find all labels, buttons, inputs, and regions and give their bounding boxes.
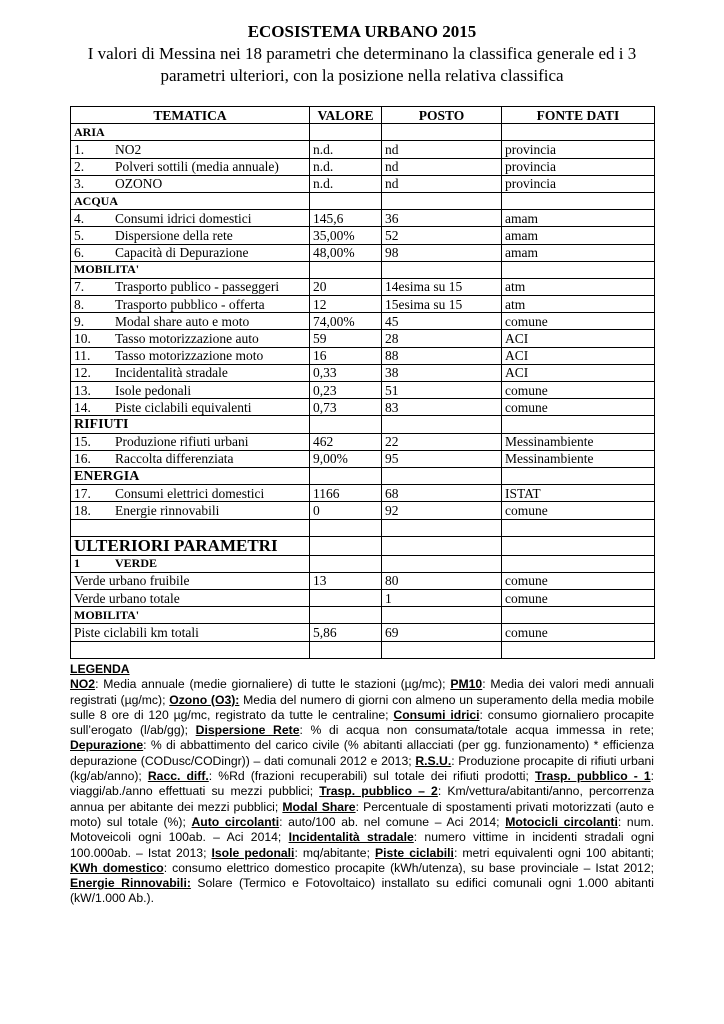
tematica-cell — [71, 572, 310, 589]
legend-term: Piste ciclabili — [375, 845, 454, 860]
tematica-cell — [71, 244, 310, 261]
row-label: NO2 — [115, 141, 142, 157]
valore-cell: 462 — [310, 433, 382, 450]
row-number: 1 — [74, 556, 80, 571]
row-label: Tasso motorizzazione moto — [115, 348, 264, 364]
legend-definition: : Percentuale di spostamenti privati motorizzati (auto e moto) sul totale (%); — [70, 799, 654, 829]
legend-definition: : consumo giornaliero procapite sull’erogato (l/ab/gg); — [70, 707, 654, 738]
valore-cell: 0 — [310, 502, 382, 519]
empty-cell — [502, 467, 655, 484]
posto-cell: 15esima su 15 — [382, 296, 502, 313]
empty-cell — [310, 519, 382, 536]
tematica-cell — [71, 141, 310, 158]
empty-cell — [382, 641, 502, 658]
posto-cell: 52 — [382, 227, 502, 244]
empty-cell — [502, 124, 655, 141]
valore-cell: 0,23 — [310, 382, 382, 399]
valore-cell: n.d. — [310, 175, 382, 192]
row-label: Dispersione della rete — [115, 227, 233, 243]
legend-definition: : Km/vettura/abitanti/anno, percorrenza annua per abitante dei mezzi pubblici; — [70, 784, 655, 814]
valore-cell: 35,00% — [310, 227, 382, 244]
row-label: Polveri sottili (media annuale) — [115, 159, 279, 175]
row-label: Verde urbano totale — [74, 590, 180, 606]
legend-definition: : % di acqua non consumata/totale acqua immessa in rete; — [299, 723, 654, 738]
tematica-cell — [71, 399, 310, 416]
parameters-table — [70, 106, 655, 659]
empty-cell — [310, 124, 382, 141]
legend-title: LEGENDA — [70, 662, 130, 676]
section-label: ARIA — [71, 124, 310, 141]
legend-definition: : Media dei valori medi annuali registrati (µg/mc); — [70, 677, 655, 707]
valore-cell: 48,00% — [310, 244, 382, 261]
section-row — [71, 416, 655, 433]
section-row — [71, 261, 655, 278]
row-label: Energie rinnovabili — [115, 502, 220, 518]
row-label: Trasporto pubblico - offerta — [115, 296, 265, 312]
section-label: ACQUA — [71, 192, 310, 209]
legend-term: Trasp. pubblico - 1 — [534, 769, 651, 784]
table-header-row — [71, 107, 655, 124]
table-row — [71, 382, 655, 399]
empty-cell — [382, 261, 502, 278]
valore-cell: n.d. — [310, 141, 382, 158]
table-row — [71, 485, 655, 502]
row-number: 1. — [74, 141, 85, 157]
row-number: 5. — [74, 227, 85, 243]
empty-cell — [502, 261, 655, 278]
row-label: Consumi elettrici domestici — [115, 485, 265, 501]
posto-cell: 14esima su 15 — [382, 278, 502, 295]
posto-cell: 45 — [382, 313, 502, 330]
section-row — [71, 607, 655, 624]
posto-cell: 38 — [382, 364, 502, 381]
row-number: 6. — [74, 245, 85, 261]
table-row — [71, 364, 655, 381]
valore-cell: 74,00% — [310, 313, 382, 330]
valore-cell: 16 — [310, 347, 382, 364]
empty-cell — [71, 641, 310, 658]
row-number: 10. — [74, 331, 91, 347]
posto-cell: nd — [382, 158, 502, 175]
empty-cell — [502, 607, 655, 624]
empty-cell — [310, 261, 382, 278]
empty-cell — [382, 416, 502, 433]
tematica-cell — [71, 347, 310, 364]
row-number: 9. — [74, 313, 85, 329]
tematica-cell — [71, 330, 310, 347]
posto-cell: nd — [382, 175, 502, 192]
empty-cell — [310, 416, 382, 433]
table-row — [71, 347, 655, 364]
legend-definition: Solare (Termico e Fotovoltaico) installato su edifici comunali ogni 1.000 abitanti (kW/1.000 Ab.). — [70, 876, 654, 906]
tematica-cell — [71, 382, 310, 399]
fonte-cell: ACI — [502, 330, 655, 347]
empty-cell — [310, 607, 382, 624]
posto-cell: 1 — [382, 590, 502, 607]
fonte-cell: comune — [502, 502, 655, 519]
legend-definition: : metri equivalenti ogni 100 abitanti; — [453, 845, 654, 860]
posto-cell: nd — [382, 141, 502, 158]
header-valore: VALORE — [310, 107, 382, 124]
empty-cell — [382, 519, 502, 536]
tematica-cell — [71, 555, 310, 572]
legend-definition: : % di abbattimento del carico civile (% abitanti allacciati (per gg. funzionamento) * efficienza depurazione (CODusc/CODingr)) – dati comunali 2012 e 2013; — [70, 738, 654, 768]
table-row — [71, 555, 655, 572]
section-row — [71, 467, 655, 484]
table-row — [71, 244, 655, 261]
legend-definition: : numero vittime in incidenti stradali ogni 100.000ab. – Istat 2013; — [70, 830, 654, 860]
section-label: MOBILITA' — [71, 261, 310, 278]
section-label: RIFIUTI — [71, 416, 310, 433]
posto-cell — [382, 555, 502, 572]
legend-term: Consumi idrici — [393, 707, 480, 722]
fonte-cell: comune — [502, 590, 655, 607]
tematica-cell — [71, 210, 310, 227]
row-number: 13. — [74, 382, 91, 398]
valore-cell: 59 — [310, 330, 382, 347]
table-row — [71, 141, 655, 158]
valore-cell: 145,6 — [310, 210, 382, 227]
table-row — [71, 330, 655, 347]
fonte-cell: provincia — [502, 141, 655, 158]
row-number: 2. — [74, 159, 85, 175]
tematica-cell — [71, 590, 310, 607]
fonte-cell: provincia — [502, 158, 655, 175]
valore-cell: 1166 — [310, 485, 382, 502]
legend-term: R.S.U. — [415, 753, 452, 768]
tematica-cell — [71, 296, 310, 313]
legend-term: Incidentalità stradale — [288, 830, 414, 845]
posto-cell: 68 — [382, 485, 502, 502]
legend-term: Motocicli circolanti — [505, 814, 618, 829]
header-posto: POSTO — [382, 107, 502, 124]
valore-cell — [310, 555, 382, 572]
legend-term: Isole pedonali — [211, 845, 295, 860]
row-number: 17. — [74, 485, 91, 501]
empty-cell — [310, 467, 382, 484]
row-number: 16. — [74, 451, 91, 467]
empty-cell — [310, 536, 382, 555]
table-row — [71, 210, 655, 227]
row-label: Incidentalità stradale — [115, 365, 228, 381]
fonte-cell: Messinambiente — [502, 433, 655, 450]
tematica-cell — [71, 433, 310, 450]
title-line-2: I valori di Messina nei 18 parametri che determinano la classifica generale ed i 3 — [87, 44, 637, 63]
empty-row — [71, 519, 655, 536]
title-line-3: parametri ulteriori, con la posizione nella relativa classifica — [160, 66, 564, 85]
tematica-cell — [71, 278, 310, 295]
fonte-cell: Messinambiente — [502, 450, 655, 467]
fonte-cell: ISTAT — [502, 485, 655, 502]
empty-cell — [502, 192, 655, 209]
empty-cell — [502, 416, 655, 433]
fonte-cell: ACI — [502, 347, 655, 364]
row-label: Isole pedonali — [115, 382, 192, 398]
fonte-cell: amam — [502, 210, 655, 227]
tematica-cell — [71, 624, 310, 641]
legend-definition: : num. Motoveicoli ogni 100ab. – Aci 2014; — [70, 814, 655, 845]
posto-cell: 83 — [382, 399, 502, 416]
fonte-cell: comune — [502, 313, 655, 330]
row-label: Modal share auto e moto — [115, 313, 250, 329]
posto-cell: 28 — [382, 330, 502, 347]
row-label: Piste ciclabili equivalenti — [115, 399, 252, 415]
legend-term: Trasp. pubblico – 2 — [319, 784, 438, 799]
legend-term: Ozono (O3): — [169, 692, 240, 707]
posto-cell: 36 — [382, 210, 502, 227]
empty-cell — [382, 467, 502, 484]
table-row — [71, 624, 655, 641]
row-number: 4. — [74, 210, 85, 226]
valore-cell: 5,86 — [310, 624, 382, 641]
row-label: Raccolta differenziata — [115, 451, 234, 467]
posto-cell: 88 — [382, 347, 502, 364]
row-label: OZONO — [115, 176, 163, 192]
empty-row — [71, 641, 655, 658]
row-number: 15. — [74, 434, 91, 450]
legend-term: KWh domestico — [70, 860, 164, 875]
empty-cell — [382, 607, 502, 624]
posto-cell: 22 — [382, 433, 502, 450]
posto-cell: 95 — [382, 450, 502, 467]
empty-cell — [502, 519, 655, 536]
section-row — [71, 124, 655, 141]
table-row — [71, 502, 655, 519]
tematica-cell — [71, 158, 310, 175]
section-label: ENERGIA — [71, 467, 310, 484]
legend-definition: : mq/abitante; — [294, 845, 376, 860]
tematica-cell — [71, 485, 310, 502]
table-row — [71, 450, 655, 467]
legend-definition: : auto/100 ab. nel comune – Aci 2014; — [279, 814, 506, 829]
legend-definition: : %Rd (frazioni recuperabili) sul totale dei rifiuti prodotti; — [208, 769, 535, 784]
empty-cell — [382, 536, 502, 555]
valore-cell: 20 — [310, 278, 382, 295]
row-label: Consumi idrici domestici — [115, 210, 252, 226]
legend-definition: : viaggi/ab./anno effettuati su mezzi pubblici; — [70, 769, 655, 799]
tematica-cell — [71, 502, 310, 519]
table-row — [71, 433, 655, 450]
tematica-cell — [71, 227, 310, 244]
header-tematica: TEMATICA — [71, 107, 310, 124]
table-row — [71, 175, 655, 192]
tematica-cell — [71, 313, 310, 330]
valore-cell — [310, 590, 382, 607]
legend-term: Auto circolanti — [191, 814, 280, 829]
legend-definition: : Produzione procapite di rifiuti urbani (kg/ab/anno); — [70, 753, 654, 784]
fonte-cell — [502, 555, 655, 572]
row-number: 7. — [74, 279, 85, 295]
valore-cell: 0,73 — [310, 399, 382, 416]
row-number: 8. — [74, 296, 85, 312]
empty-cell — [502, 536, 655, 555]
valore-cell: 9,00% — [310, 450, 382, 467]
legend-definition: Media del numero di giorni con almeno un superamento della media mobile sulle 8 ore di 120 µg/mc, registrato da tutte le centraline; — [70, 692, 654, 722]
fonte-cell: provincia — [502, 175, 655, 192]
tematica-cell — [71, 450, 310, 467]
fonte-cell: amam — [502, 244, 655, 261]
row-label: Produzione rifiuti urbani — [115, 434, 249, 450]
empty-cell — [71, 519, 310, 536]
valore-cell: 12 — [310, 296, 382, 313]
legend — [70, 662, 654, 907]
fonte-cell: atm — [502, 278, 655, 295]
section-row — [71, 536, 655, 555]
table-row — [71, 158, 655, 175]
legend-term: Dispersione Rete — [195, 723, 300, 738]
section-row — [71, 192, 655, 209]
table-row — [71, 296, 655, 313]
posto-cell: 98 — [382, 244, 502, 261]
valore-cell: n.d. — [310, 158, 382, 175]
legend-term: Modal Share — [282, 799, 356, 814]
posto-cell: 80 — [382, 572, 502, 589]
empty-cell — [310, 192, 382, 209]
fonte-cell: comune — [502, 399, 655, 416]
empty-cell — [382, 192, 502, 209]
legend-term: PM10 — [450, 677, 483, 692]
legend-term: NO2 — [70, 677, 96, 692]
posto-cell: 51 — [382, 382, 502, 399]
legend-definition: : consumo elettrico domestico procapite (kWh/utenza), su base provinciale – Istat 2012; — [163, 860, 654, 875]
fonte-cell: comune — [502, 624, 655, 641]
table-row — [71, 590, 655, 607]
row-label: Tasso motorizzazione auto — [115, 331, 259, 347]
legend-definition: : Media annuale (medie giornaliere) di tutte le stazioni (µg/mc); — [95, 677, 451, 692]
tematica-cell — [71, 364, 310, 381]
posto-cell: 69 — [382, 624, 502, 641]
legend-body — [70, 677, 654, 905]
fonte-cell: comune — [502, 382, 655, 399]
empty-cell — [382, 124, 502, 141]
row-label: Verde urbano fruibile — [74, 573, 190, 589]
document-title — [0, 22, 724, 86]
fonte-cell: amam — [502, 227, 655, 244]
posto-cell: 92 — [382, 502, 502, 519]
legend-term: Energie Rinnovabili: — [70, 876, 191, 891]
row-number: 12. — [74, 365, 91, 381]
valore-cell: 0,33 — [310, 364, 382, 381]
table-row — [71, 572, 655, 589]
legend-term: Racc. diff. — [147, 769, 209, 784]
table-row — [71, 227, 655, 244]
row-label: Piste ciclabili km totali — [74, 625, 199, 641]
fonte-cell: comune — [502, 572, 655, 589]
row-label: VERDE — [115, 556, 158, 571]
row-label: Capacità di Depurazione — [115, 245, 249, 261]
legend-term: Depurazione — [70, 738, 144, 753]
row-label: Trasporto publico - passeggeri — [115, 279, 280, 295]
section-label: MOBILITA' — [71, 607, 310, 624]
table-row — [71, 278, 655, 295]
section-label: ULTERIORI PARAMETRI — [71, 536, 310, 555]
empty-cell — [502, 641, 655, 658]
empty-cell — [310, 641, 382, 658]
row-number: 18. — [74, 502, 91, 518]
row-number: 11. — [74, 348, 91, 364]
row-number: 14. — [74, 399, 91, 415]
title-line-1: ECOSISTEMA URBANO 2015 — [247, 22, 477, 41]
fonte-cell: ACI — [502, 364, 655, 381]
fonte-cell: atm — [502, 296, 655, 313]
valore-cell: 13 — [310, 572, 382, 589]
tematica-cell — [71, 175, 310, 192]
row-number: 3. — [74, 176, 85, 192]
table-row — [71, 399, 655, 416]
table-row — [71, 313, 655, 330]
header-fonte-dati: FONTE DATI — [502, 107, 655, 124]
